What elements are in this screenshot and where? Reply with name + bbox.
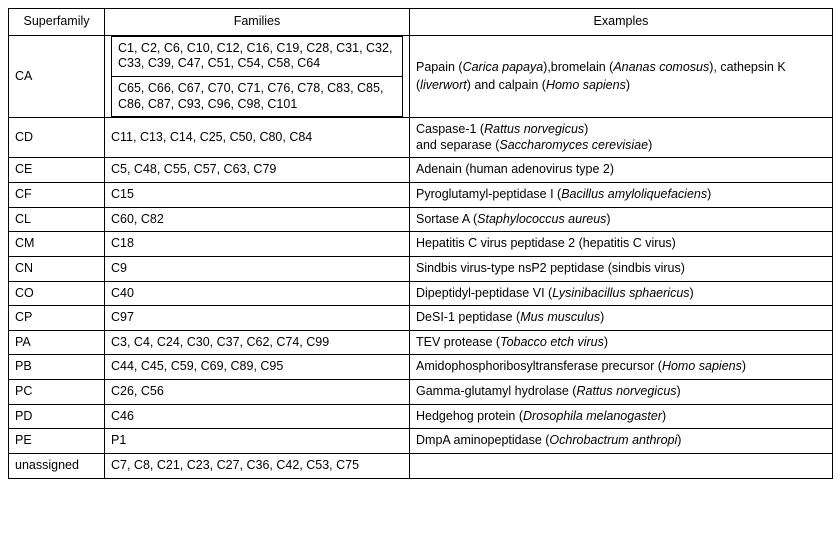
cell-examples: TEV protease (Tobacco etch virus) [410, 330, 833, 355]
cell-superfamily: PA [9, 330, 105, 355]
cell-families: P1 [105, 429, 410, 454]
cell-examples: Hedgehog protein (Drosophila melanogaster) [410, 404, 833, 429]
cell-families: C46 [105, 404, 410, 429]
table-row [9, 330, 833, 355]
cell-superfamily: CL [9, 207, 105, 232]
cell-families: C60, C82 [105, 207, 410, 232]
cell-families: C9 [105, 256, 410, 281]
table-row [9, 183, 833, 208]
cell-examples: Papain (Carica papaya),bromelain (Ananas comosus), cathepsin K (liverwort) and calpain (Homo sapiens) [410, 35, 833, 118]
table-row [9, 380, 833, 405]
cell-families: C40 [105, 281, 410, 306]
cell-examples: DeSI-1 peptidase (Mus musculus) [410, 306, 833, 331]
table-row [9, 355, 833, 380]
cell-examples: Caspase-1 (Rattus norvegicus) and separase (Saccharomyces cerevisiae) [410, 118, 833, 158]
cell-families: C5, C48, C55, C57, C63, C79 [105, 158, 410, 183]
cell-families: C26, C56 [105, 380, 410, 405]
cell-families: C44, C45, C59, C69, C89, C95 [105, 355, 410, 380]
cell-superfamily: PD [9, 404, 105, 429]
table-row [9, 281, 833, 306]
cell-superfamily: CM [9, 232, 105, 257]
document-page [0, 8, 840, 558]
cell-examples: Sortase A (Staphylococcus aureus) [410, 207, 833, 232]
column-header-superfamily: Superfamily [9, 9, 105, 36]
table-row [9, 453, 833, 478]
cell-superfamily: PC [9, 380, 105, 405]
cell-families: C18 [105, 232, 410, 257]
cell-superfamily: PB [9, 355, 105, 380]
cell-examples: Pyroglutamyl-peptidase I (Bacillus amyloliquefaciens) [410, 183, 833, 208]
table-row [9, 158, 833, 183]
table-row [9, 118, 833, 158]
table-row [9, 306, 833, 331]
column-header-families: Families [105, 9, 410, 36]
cell-families-part-2: C65, C66, C67, C70, C71, C76, C78, C83, C85, C86, C87, C93, C96, C98, C101 [112, 76, 403, 116]
table-row [9, 404, 833, 429]
cell-superfamily: CN [9, 256, 105, 281]
cell-examples: Dipeptidyl-peptidase VI (Lysinibacillus sphaericus) [410, 281, 833, 306]
cell-examples: Adenain (human adenovirus type 2) [410, 158, 833, 183]
table-row [9, 207, 833, 232]
cell-families: C3, C4, C24, C30, C37, C62, C74, C99 [105, 330, 410, 355]
cell-superfamily: CA [9, 35, 105, 118]
cell-superfamily: CO [9, 281, 105, 306]
table-header-row [9, 9, 833, 36]
cell-examples: Sindbis virus-type nsP2 peptidase (sindbis virus) [410, 256, 833, 281]
table-body [9, 35, 833, 478]
column-header-examples: Examples [410, 9, 833, 36]
cell-families: C7, C8, C21, C23, C27, C36, C42, C53, C75 [105, 453, 410, 478]
table-row [9, 35, 833, 118]
cell-families: C11, C13, C14, C25, C50, C80, C84 [105, 118, 410, 158]
cell-families-part-1: C1, C2, C6, C10, C12, C16, C19, C28, C31, C32, C33, C39, C47, C51, C54, C58, C64 [112, 36, 403, 76]
cell-superfamily: PE [9, 429, 105, 454]
cell-examples: Hepatitis C virus peptidase 2 (hepatitis C virus) [410, 232, 833, 257]
cell-superfamily: CF [9, 183, 105, 208]
cell-superfamily: CE [9, 158, 105, 183]
cell-families: C15 [105, 183, 410, 208]
cell-families: C97 [105, 306, 410, 331]
cell-examples: Gamma-glutamyl hydrolase (Rattus norvegicus) [410, 380, 833, 405]
cell-families [105, 35, 410, 118]
cell-examples: Amidophosphoribosyltransferase precursor (Homo sapiens) [410, 355, 833, 380]
cell-examples [410, 453, 833, 478]
cell-superfamily: CP [9, 306, 105, 331]
peptidase-superfamily-table [8, 8, 833, 479]
cell-superfamily: unassigned [9, 453, 105, 478]
table-row [9, 256, 833, 281]
table-row [9, 232, 833, 257]
cell-examples: DmpA aminopeptidase (Ochrobactrum anthropi) [410, 429, 833, 454]
table-row [9, 429, 833, 454]
cell-superfamily: CD [9, 118, 105, 158]
